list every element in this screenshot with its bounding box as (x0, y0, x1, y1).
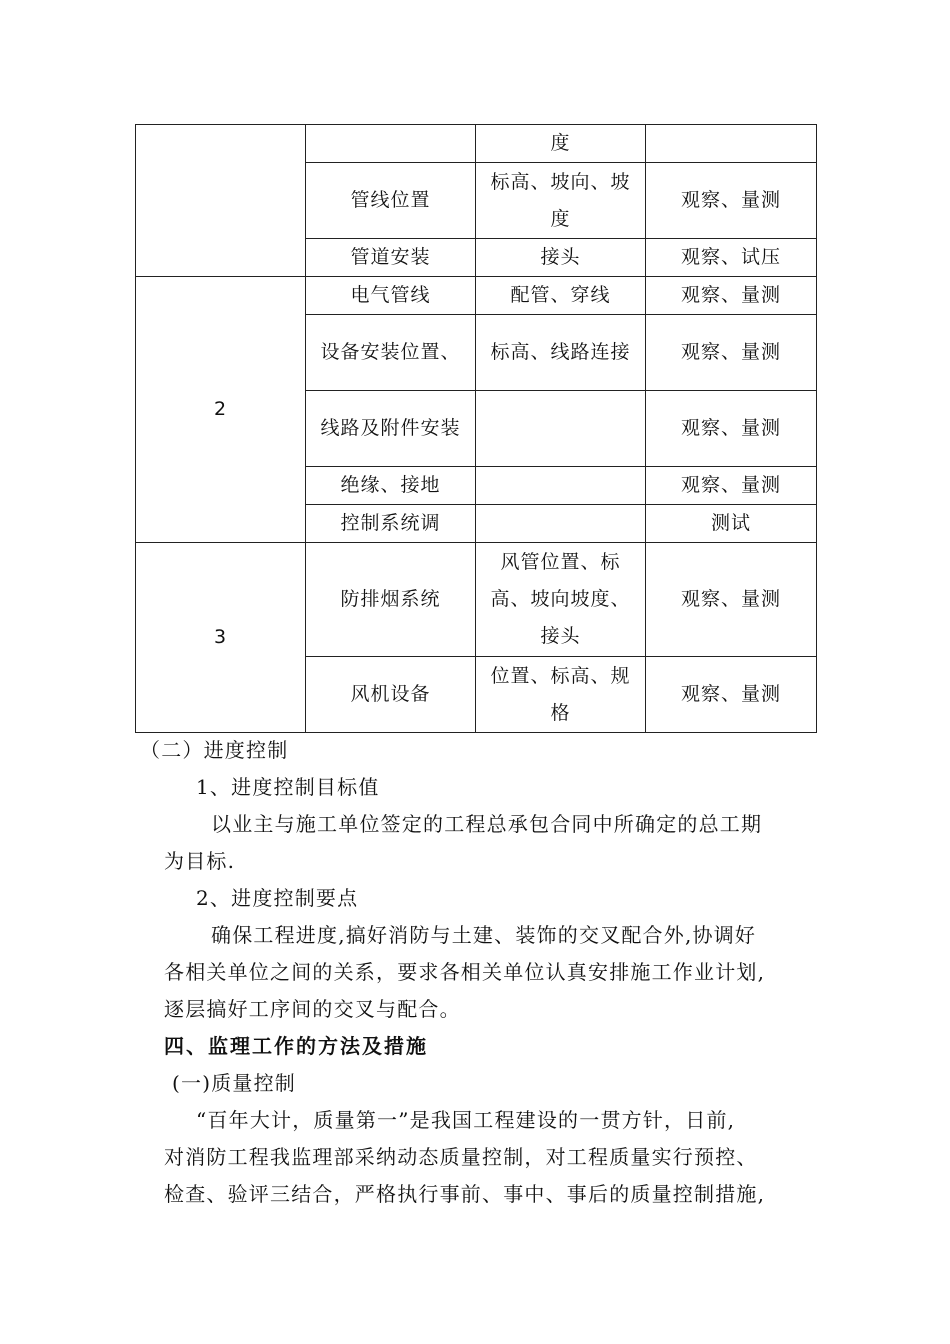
table-cell-item: 防排烟系统 (306, 543, 476, 657)
table-cell-method: 观察、量测 (646, 163, 817, 239)
table-cell-content (476, 391, 646, 467)
table-cell-content (476, 467, 646, 505)
paragraph-line: 以业主与施工单位签定的工程总承包合同中所确定的总工期 (211, 812, 763, 836)
subsection-heading: 1、进度控制目标值 (196, 775, 380, 799)
quality-control-table (135, 124, 817, 733)
table-cell-item: 管线位置 (306, 163, 476, 239)
table-cell-method: 观察、量测 (646, 277, 817, 315)
table-cell-method: 观察、量测 (646, 543, 817, 657)
table-cell-method (646, 125, 817, 163)
section-heading-quality: (一)质量控制 (172, 1071, 297, 1095)
table-cell-method: 观察、试压 (646, 239, 817, 277)
table-cell-content: 标高、线路连接 (476, 315, 646, 391)
paragraph-line: 对消防工程我监理部采纳动态质量控制，对工程质量实行预控、 (164, 1145, 758, 1169)
table-cell-content: 风管位置、标高、坡向坡度、接头 (476, 543, 646, 657)
paragraph-line: 确保工程进度,搞好消防与土建、装饰的交叉配合外,协调好 (211, 923, 757, 947)
table-cell-content: 接头 (476, 239, 646, 277)
table-cell-method: 观察、量测 (646, 391, 817, 467)
table-cell-item: 绝缘、接地 (306, 467, 476, 505)
paragraph-line: 检查、验评三结合，严格执行事前、事中、事后的质量控制措施, (164, 1182, 766, 1206)
table-cell-number (136, 125, 306, 277)
table-row (136, 277, 817, 315)
table-cell-item: 设备安装位置、 (306, 315, 476, 391)
paragraph-line: 逐层搞好工序间的交叉与配合。 (164, 997, 461, 1021)
table-row (136, 543, 817, 657)
table-cell-method: 观察、量测 (646, 315, 817, 391)
table-cell-item: 线路及附件安装 (306, 391, 476, 467)
paragraph-line: “百年大计，质量第一”是我国工程建设的一贯方针，日前, (196, 1108, 736, 1132)
paragraph-line: 为目标. (164, 849, 236, 873)
table-cell-content: 配管、穿线 (476, 277, 646, 315)
table-cell-item: 电气管线 (306, 277, 476, 315)
table-row (136, 125, 817, 163)
table-cell-content (476, 505, 646, 543)
table-cell-number: 3 (136, 543, 306, 733)
chapter-heading: 四、监理工作的方法及措施 (164, 1034, 428, 1058)
table-cell-item: 风机设备 (306, 657, 476, 733)
table-cell-method: 观察、量测 (646, 467, 817, 505)
section-heading-progress: （二）进度控制 (140, 738, 289, 762)
table-cell-number: 2 (136, 277, 306, 543)
table-cell-content: 位置、标高、规格 (476, 657, 646, 733)
table-cell-content: 标高、坡向、坡度 (476, 163, 646, 239)
table-cell-item: 控制系统调 (306, 505, 476, 543)
table-cell-method: 观察、量测 (646, 657, 817, 733)
paragraph-line: 各相关单位之间的关系，要求各相关单位认真安排施工作业计划, (164, 960, 766, 984)
table-cell-content: 度 (476, 125, 646, 163)
subsection-heading: 2、进度控制要点 (196, 886, 359, 910)
table-cell-item: 管道安装 (306, 239, 476, 277)
table-cell-method: 测试 (646, 505, 817, 543)
table-cell-item (306, 125, 476, 163)
